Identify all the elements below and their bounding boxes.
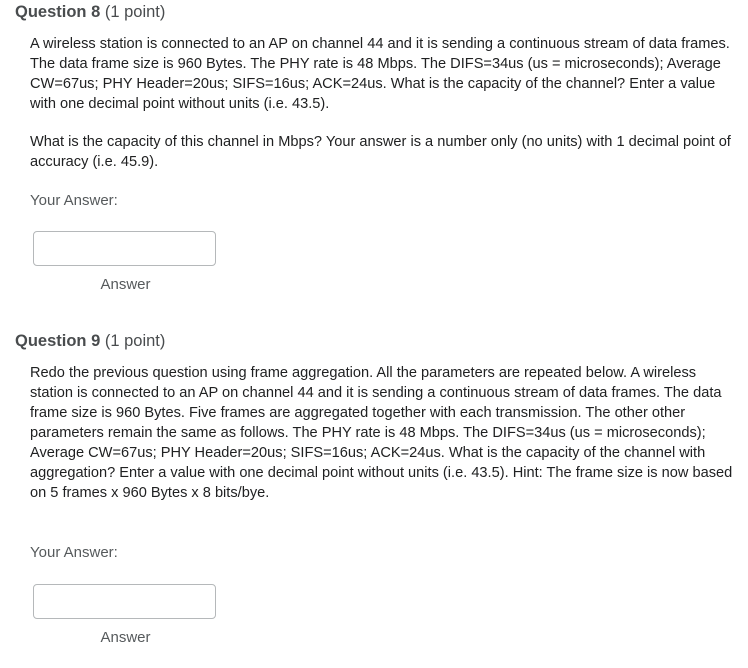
question-9-paragraph-1: Redo the previous question using frame aggregation. All the parameters are repeated below. A wireless station is connected to an AP on channel 44 and it is sending a continuous stream of data frames. The data frame size is 960 Bytes. Five frames are aggregated together with each transmission. The other other parameters remain the same as follows. The PHY rate is 48 Mbps. The DIFS=34us (us = microseconds); Average CW=67us; PHY Header=20us; SIFS=16us; ACK=24us. What is the capacity of the channel with aggregation? Enter a value with one decimal point without units (i.e. 43.5). Hint: The frame size is now based on 5 frames x 960 Bytes x 8 bits/bye. — [30, 365, 733, 501]
question-9-answer-input[interactable] — [33, 584, 216, 619]
question-9-your-answer-label: Your Answer: — [30, 544, 118, 561]
question-8-paragraph-1: A wireless station is connected to an AP on channel 44 and it is sending a continuous stream of data frames. The data frame size is 960 Bytes. The PHY rate is 48 Mbps. The DIFS=34us (us = microseconds); Average CW=67us; PHY Header=20us; SIFS=16us; ACK=24us. What is the capacity of the channel? Enter a value with one decimal point without units (i.e. 43.5). — [30, 36, 730, 112]
question-8-your-answer-label: Your Answer: — [30, 192, 118, 209]
question-8-header — [15, 2, 165, 22]
question-9-body — [30, 363, 735, 503]
question-9-points: (1 point) — [104, 332, 166, 350]
question-8-answer-label: Answer — [100, 276, 151, 293]
question-8-points: (1 point) — [104, 3, 166, 21]
question-8-answer-input[interactable] — [33, 231, 216, 266]
question-8-title: Question 8 — [15, 3, 101, 21]
question-9-answer-label: Answer — [100, 629, 151, 646]
question-9-header — [15, 331, 165, 351]
question-9-title: Question 9 — [15, 332, 101, 350]
question-8-paragraph-2: What is the capacity of this channel in Mbps? Your answer is a number only (no units) with 1 decimal point of accuracy (i.e. 45.9). — [30, 134, 731, 170]
question-8-body — [30, 34, 735, 172]
